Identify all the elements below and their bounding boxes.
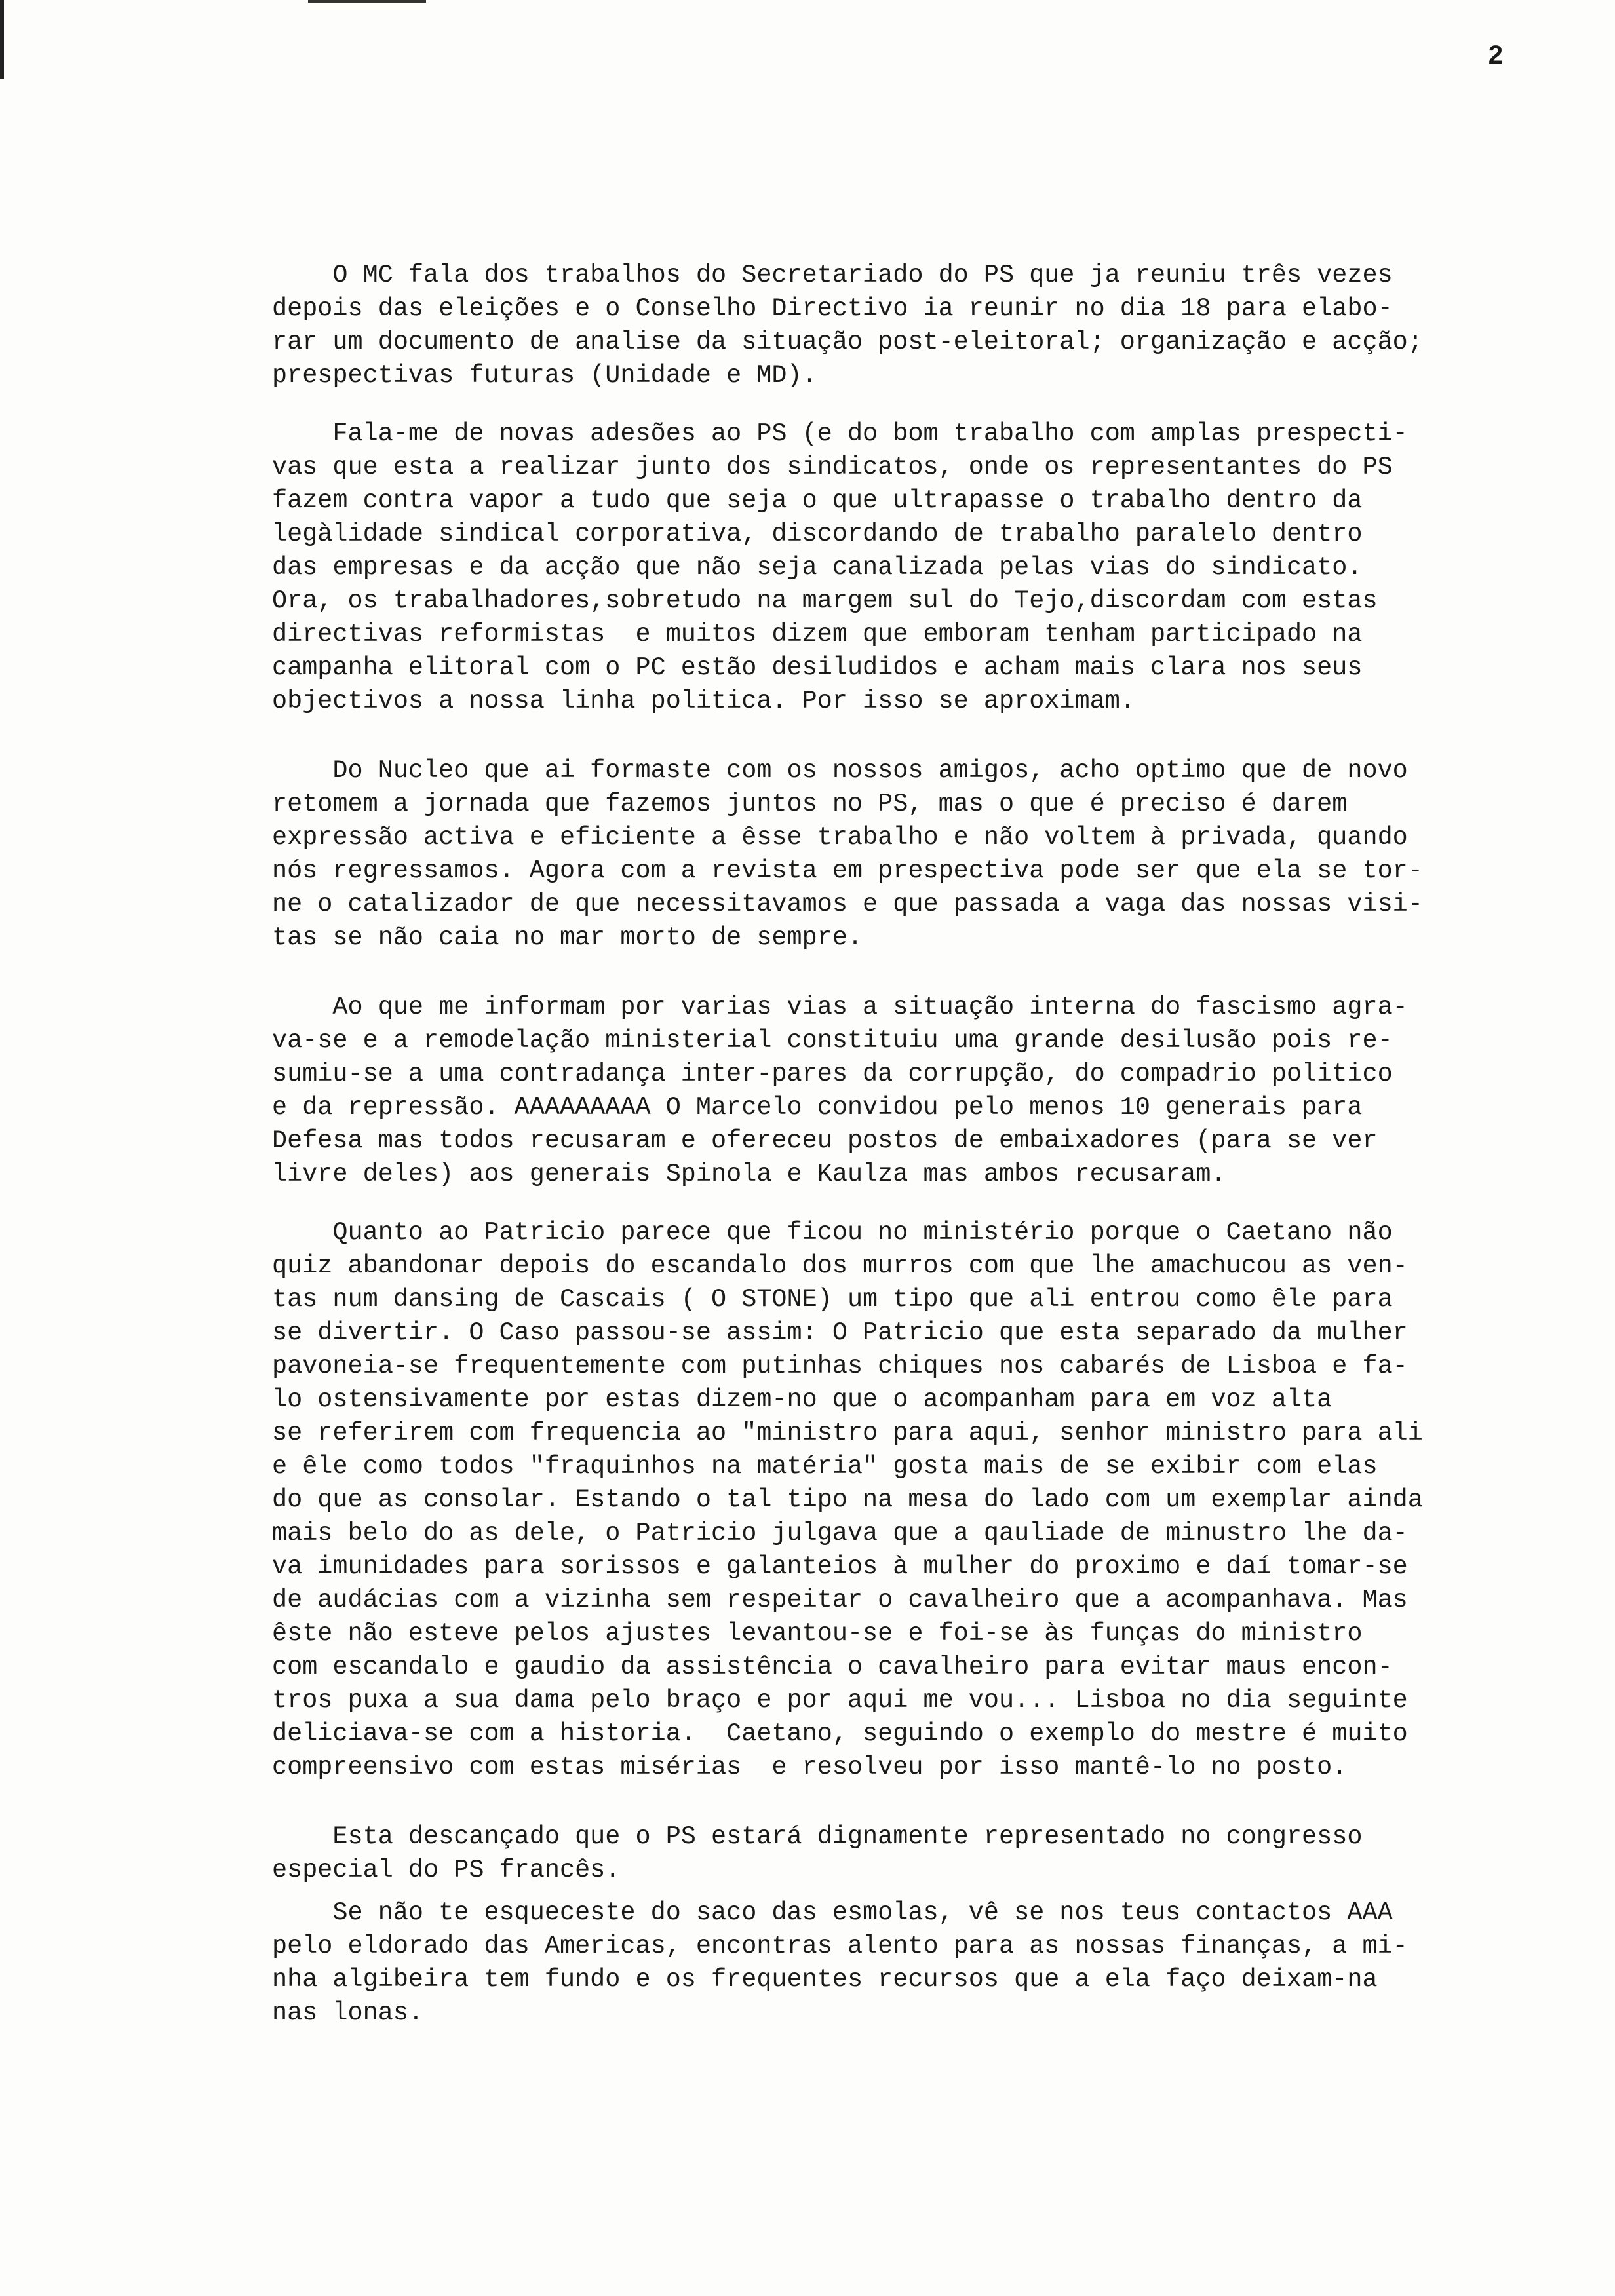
paragraph-gap — [272, 955, 1550, 991]
text-line: sumiu-se a uma contradança inter-pares da corrupção, do compadrio politico — [272, 1060, 1393, 1088]
text-line: O MC fala dos trabalhos do Secretariado do PS que ja reuniu três vezes — [272, 261, 1393, 290]
text-line: e êle como todos "fraquinhos na matéria" gosta mais de se exibir com elas — [272, 1452, 1378, 1481]
text-line: Ora, os trabalhadores,sobretudo na margem sul do Tejo,discordam com estas — [272, 586, 1378, 615]
paragraph-gap — [272, 392, 1550, 417]
text-line: prespectivas futuras (Unidade e MD). — [272, 361, 817, 390]
text-line: das empresas e da acção que não seja canalizada pelas vias do sindicato. — [272, 553, 1363, 582]
text-line: legàlidade sindical corporativa, discordando de trabalho paralelo dentro — [272, 520, 1363, 548]
text-line: livre deles) aos generais Spinola e Kaulza mas ambos recusaram. — [272, 1160, 1226, 1189]
text-line: Ao que me informam por varias vias a situação interna do fascismo agra- — [272, 993, 1408, 1022]
text-line: tas se não caia no mar morto de sempre. — [272, 923, 863, 952]
page-number: 2 — [1488, 41, 1504, 69]
text-line: mais belo do as dele, o Patricio julgava que a qauliade de minustro lhe da- — [272, 1519, 1408, 1548]
text-line: Do Nucleo que ai formaste com os nossos amigos, acho optimo que de novo — [272, 756, 1408, 785]
text-line: se referirem com frequencia ao "ministro para aqui, senhor ministro para ali — [272, 1419, 1423, 1447]
text-line: lo ostensivamente por estas dizem-no que o acompanham para em voz alta — [272, 1385, 1333, 1414]
text-line: deliciava-se com a historia. Caetano, seguindo o exemplo do mestre é muito — [272, 1719, 1408, 1748]
text-line: pavoneia-se frequentemente com putinhas chiques nos cabarés de Lisboa e fa- — [272, 1352, 1408, 1381]
text-line: quiz abandonar depois do escandalo dos murros com que lhe amachucou as ven- — [272, 1252, 1408, 1280]
paragraph-p5 — [272, 1216, 1550, 1784]
text-line: especial do PS francês. — [272, 1856, 621, 1885]
text-line: directivas reformistas e muitos dizem que emboram tenham participado na — [272, 620, 1363, 649]
text-line: rar um documento de analise da situação post-eleitoral; organização e acção; — [272, 328, 1423, 356]
paragraph-p7 — [272, 1896, 1550, 2030]
text-line: objectivos a nossa linha politica. Por isso se aproximam. — [272, 687, 1135, 716]
paragraph-p6 — [272, 1820, 1550, 1887]
text-line: de audácias com a vizinha sem respeitar o cavalheiro que a acompanhava. Mas — [272, 1586, 1408, 1615]
text-line: nas lonas. — [272, 1999, 424, 2027]
text-line: va-se e a remodelação ministerial constituiu uma grande desilusão pois re- — [272, 1026, 1393, 1055]
text-line: depois das eleições e o Conselho Directivo ia reunir no dia 18 para elabo- — [272, 294, 1393, 323]
scan-edge-mark — [0, 0, 4, 79]
text-line: tros puxa a sua dama pelo braço e por aqui me vou... Lisboa no dia seguinte — [272, 1686, 1408, 1715]
text-line: tas num dansing de Cascais ( O STONE) um tipo que ali entrou como êle para — [272, 1285, 1393, 1314]
text-line: retomem a jornada que fazemos juntos no PS, mas o que é preciso é darem — [272, 790, 1348, 818]
letter-body — [272, 259, 1550, 2030]
paragraph-gap — [272, 1887, 1550, 1896]
text-line: pelo eldorado das Americas, encontras alento para as nossas finanças, a mi- — [272, 1932, 1408, 1961]
text-line: fazem contra vapor a tudo que seja o que ultrapasse o trabalho dentro da — [272, 486, 1363, 515]
text-line: nós regressamos. Agora com a revista em prespectiva pode ser que ela se tor- — [272, 856, 1423, 885]
text-line: ne o catalizador de que necessitavamos e que passada a vaga das nossas visi- — [272, 890, 1423, 919]
text-line: Se não te esqueceste do saco das esmolas, vê se nos teus contactos AAA — [272, 1898, 1393, 1927]
text-line: Quanto ao Patricio parece que ficou no ministério porque o Caetano não — [272, 1218, 1393, 1247]
text-line: expressão activa e eficiente a êsse trabalho e não voltem à privada, quando — [272, 823, 1408, 852]
paragraph-p2 — [272, 417, 1550, 718]
text-line: nha algibeira tem fundo e os frequentes recursos que a ela faço deixam-na — [272, 1965, 1378, 1994]
paragraph-gap — [272, 1191, 1550, 1216]
paragraph-gap — [272, 718, 1550, 754]
text-line: Fala-me de novas adesões ao PS (e do bom trabalho com amplas prespecti- — [272, 419, 1408, 448]
text-line: campanha elitoral com o PC estão desiludidos e acham mais clara nos seus — [272, 653, 1363, 682]
paragraph-p4 — [272, 991, 1550, 1191]
text-line: e da repressão. AAAAAAAAA O Marcelo convidou pelo menos 10 generais para — [272, 1093, 1363, 1122]
text-line: Esta descançado que o PS estará dignamente representado no congresso — [272, 1822, 1363, 1851]
text-line: Defesa mas todos recusaram e ofereceu postos de embaixadores (para se ver — [272, 1126, 1378, 1155]
text-line: do que as consolar. Estando o tal tipo na mesa do lado com um exemplar ainda — [272, 1485, 1423, 1514]
text-line: vas que esta a realizar junto dos sindicatos, onde os representantes do PS — [272, 453, 1393, 482]
paragraph-gap — [272, 1784, 1550, 1820]
paragraph-p3 — [272, 754, 1550, 955]
scan-top-mark — [308, 0, 426, 3]
paragraph-p1 — [272, 259, 1550, 392]
text-line: com escandalo e gaudio da assistência o cavalheiro para evitar maus encon- — [272, 1653, 1393, 1681]
text-line: compreensivo com estas misérias e resolveu por isso mantê-lo no posto. — [272, 1753, 1348, 1782]
text-line: va imunidades para sorissos e galanteios à mulher do proximo e daí tomar-se — [272, 1552, 1408, 1581]
text-line: êste não esteve pelos ajustes levantou-se e foi-se às funças do ministro — [272, 1619, 1363, 1648]
text-line: se divertir. O Caso passou-se assim: O Patricio que esta separado da mulher — [272, 1318, 1408, 1347]
